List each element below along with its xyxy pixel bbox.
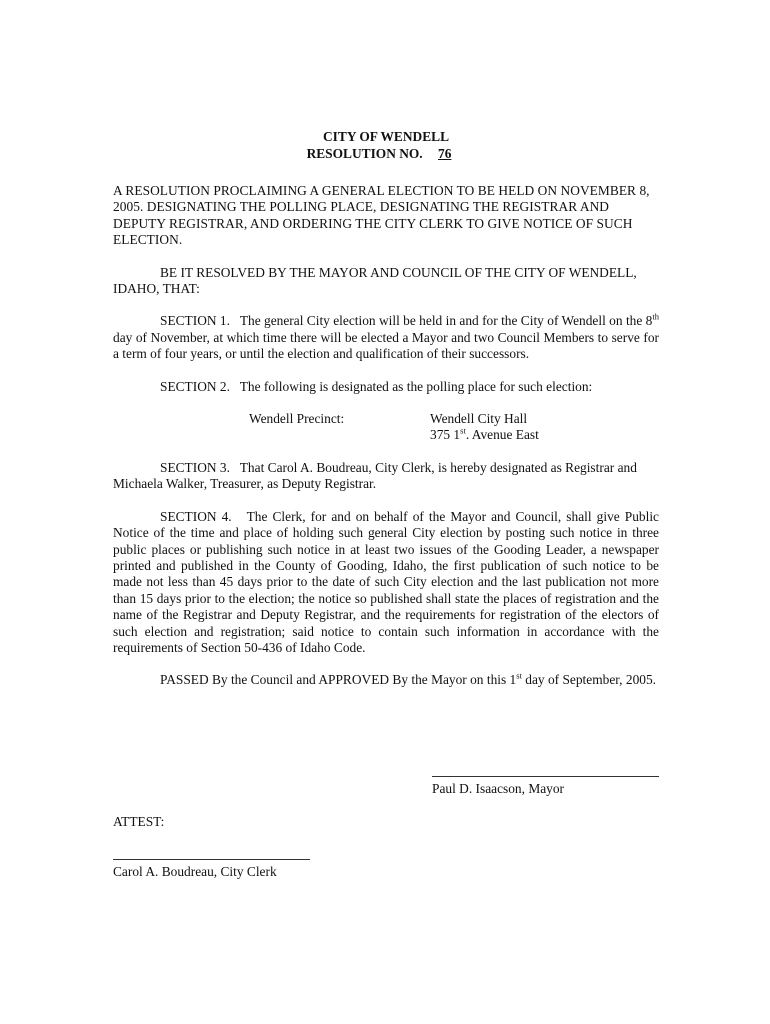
address-sup: st — [460, 426, 466, 436]
passed-text-b: day of September, 2005. — [521, 672, 657, 688]
section-3-label: SECTION 3. — [160, 459, 230, 475]
place-name: Wendell City Hall — [430, 411, 528, 427]
attest-label: ATTEST: — [113, 814, 165, 829]
clerk-name: Carol A. Boudreau, City Clerk — [113, 864, 277, 879]
street-address — [430, 427, 539, 443]
section-2-label: SECTION 2. — [160, 378, 230, 394]
clerk-signature-line — [113, 847, 310, 860]
polling-place — [113, 411, 659, 444]
section-4 — [113, 509, 659, 657]
section-1 — [113, 313, 659, 362]
precinct-name: Wendell Precinct: — [249, 411, 345, 427]
resolution-document — [113, 128, 659, 689]
polling-address — [430, 411, 539, 444]
passed-sup: st — [516, 670, 522, 681]
resolution-number: 76 — [438, 146, 452, 161]
section-1-sup: th — [652, 311, 659, 322]
passed-approved — [113, 672, 659, 688]
mayor-signature-block — [432, 764, 659, 797]
resolution-number-line — [113, 145, 659, 162]
address-a: 375 1 — [430, 427, 461, 443]
resolved-clause: BE IT RESOLVED BY THE MAYOR AND COUNCIL OF THE CITY OF WENDELL, IDAHO, THAT: — [113, 264, 637, 297]
section-3 — [113, 460, 659, 493]
passed-text-a: PASSED By the Council and APPROVED By the Mayor on this 1 — [160, 672, 517, 688]
clerk-signature-block — [113, 847, 310, 880]
mayor-name: Paul D. Isaacson, Mayor — [432, 781, 565, 796]
resolution-label: RESOLUTION NO. — [306, 146, 423, 161]
section-4-label: SECTION 4. — [160, 508, 232, 524]
section-3-text: That Carol A. Boudreau, City Clerk, is hereby designated as Registrar and Michaela Walker, Treasurer, as Deputy Registrar. — [113, 459, 637, 492]
section-1-text-a: The general City election will be held in and for the City of Wendell on the 8 — [239, 313, 653, 329]
section-2 — [113, 379, 659, 395]
section-1-text-b: day of November, at which time there will be elected a Mayor and two Council Members to serve for a term of four years, or until the election and qualification of their successors. — [113, 329, 659, 362]
address-b: . Avenue East — [465, 427, 539, 443]
section-4-text: The Clerk, for and on behalf of the Mayor and Council, shall give Public Notice of the time and place of holding such general City election by posting such notice in three public places or publishing such notice in at least two issues of the Gooding Leader, a newspaper printed and published in the County of Gooding, Idaho, the first publication of such notice to be made not less than 45 days prior to the date of such City election and the last publication not more than 15 days prior to the election; the notice so published shall state the places of registration and the name of the Registrar and Deputy Registrar, and the requirements for registration of the electors of such election and registration; said notice to contain such information in accordance with the requirements of Section 50-436 of Idaho Code. — [113, 508, 659, 655]
city-title: CITY OF WENDELL — [323, 129, 449, 144]
resolution-preamble: A RESOLUTION PROCLAIMING A GENERAL ELECTION TO BE HELD ON NOVEMBER 8, 2005. DESIGNATING THE POLLING PLACE, DESIGNATING THE REGISTRAR AND DEPUTY REGISTRAR, AND ORDERING THE CITY CLERK TO GIVE NOTICE OF SUCH ELECTION. — [113, 183, 650, 248]
section-2-text: The following is designated as the polling place for such election: — [239, 378, 593, 394]
section-1-label: SECTION 1. — [160, 313, 230, 329]
mayor-signature-line — [432, 764, 659, 777]
